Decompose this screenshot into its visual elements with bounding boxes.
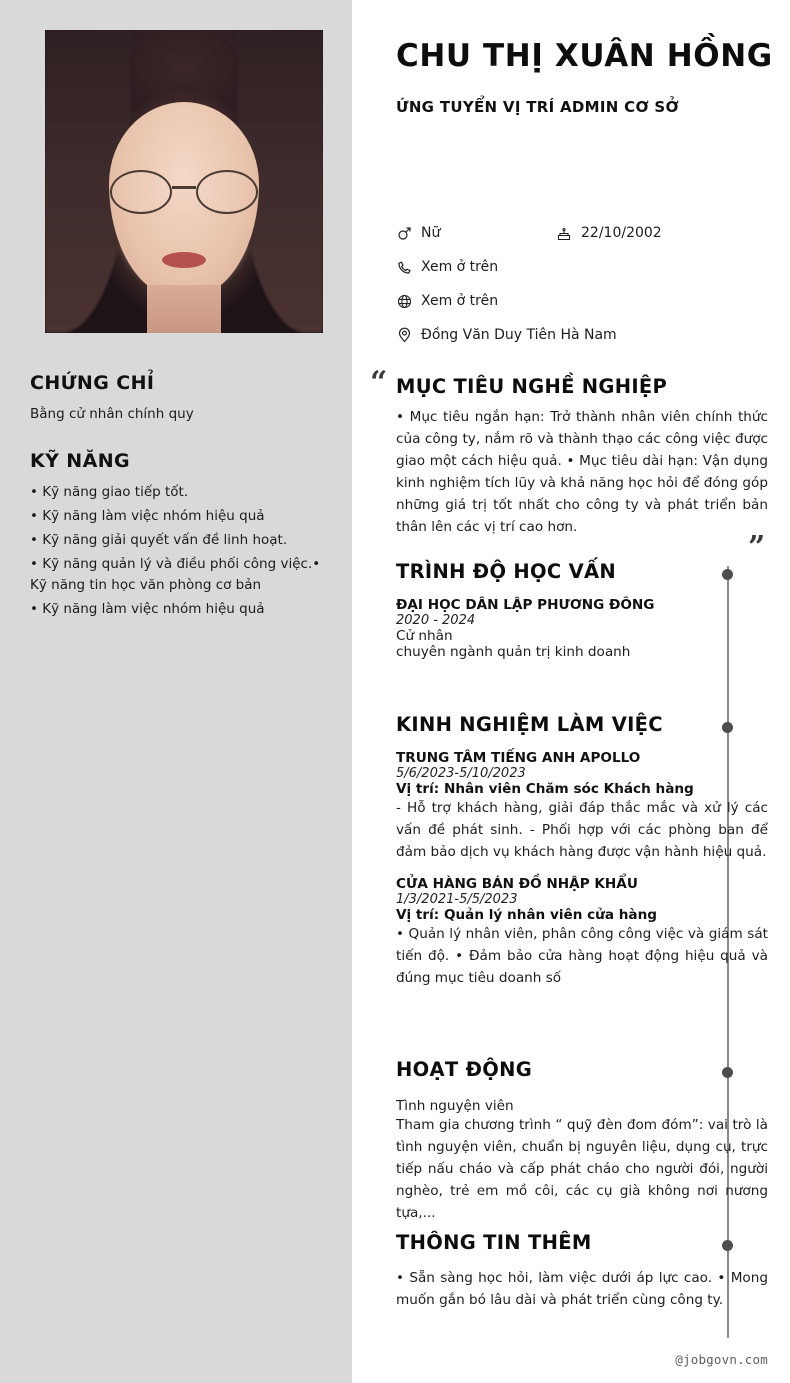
objective-title: MỤC TIÊU NGHỀ NGHIỆP: [396, 375, 668, 398]
job-target-title: ỨNG TUYỂN VỊ TRÍ ADMIN CƠ SỞ: [396, 98, 679, 116]
activities-description: Tham gia chương trình “ quỹ đèn đom đóm”: vai trò là tình nguyện viên, chuẩn bị nguyên liệu, dụng cụ, trực tiếp nấu cháo và cấp phát cháo cho người đói, người nghèo, trẻ em mồ côi, các cụ già không nơi nương tựa,...: [396, 1117, 768, 1222]
profile-photo: [45, 30, 323, 333]
address-value: Đồng Văn Duy Tiên Hà Nam: [421, 327, 617, 343]
experience-position: Vị trí: Nhân viên Chăm sóc Khách hàng: [396, 781, 694, 797]
additional-section: [396, 1231, 768, 1311]
contact-row: [396, 284, 776, 318]
contact-birthday: [556, 225, 662, 241]
lips: [162, 252, 206, 268]
contact-address: [396, 327, 617, 343]
quote-close-icon: ”: [748, 530, 766, 565]
additional-text: • Sẵn sàng học hỏi, làm việc dưới áp lực cao. • Mong muốn gắn bó lâu dài và phát triển cùng công ty.: [396, 1270, 768, 1309]
skills-title: KỸ NĂNG: [30, 450, 130, 472]
contact-row: [396, 318, 776, 352]
objective-text: • Mục tiêu ngắn hạn: Trở thành nhân viên chính thức của công ty, nắm rõ và thành thạo các công việc được giao một cách hiệu quả. • Mục tiêu dài hạn: Vận dụng kinh nghiệm tích lũy và khả năng học hỏi để đóng góp những giá trị tốt nhất cho công ty và phát triển bản thân lên các vị trí cao hơn.: [396, 409, 768, 536]
experience-dates: 1/3/2021-5/5/2023: [396, 892, 518, 908]
main-content: [352, 0, 790, 1383]
skill-item: • Kỹ năng giải quyết vấn đề linh hoạt.: [30, 531, 288, 548]
glasses-icon: [110, 170, 258, 214]
objective-section: [396, 375, 768, 538]
experience-description: • Quản lý nhân viên, phân công công việc và giám sát tiến độ. • Đảm bảo cửa hàng hoạt động hiệu quả và đúng mục tiêu doanh số: [396, 926, 768, 987]
experience-company: TRUNG TÂM TIẾNG ANH APOLLO: [396, 750, 641, 766]
birthday-value: 22/10/2002: [581, 225, 662, 241]
certificates-section: [30, 372, 330, 425]
skill-item: • Kỹ năng làm việc nhóm hiệu quả: [30, 600, 265, 617]
certificates-title: CHỨNG CHỈ: [30, 372, 155, 394]
education-dates: 2020 - 2024: [396, 613, 476, 628]
glasses-lens-right: [196, 170, 258, 214]
skills-section: [30, 450, 330, 623]
experience-position: Vị trí: Quản lý nhân viên cửa hàng: [396, 907, 658, 924]
gender-value: Nữ: [421, 225, 441, 241]
globe-icon: [396, 293, 412, 309]
contact-phone[interactable]: [396, 259, 498, 275]
additional-title: THÔNG TIN THÊM: [396, 1231, 592, 1254]
education-title: TRÌNH ĐỘ HỌC VẤN: [396, 560, 617, 583]
photo-image: [45, 30, 323, 333]
contact-email[interactable]: [396, 293, 498, 309]
glasses-lens-left: [110, 170, 172, 214]
contact-row: [396, 216, 776, 250]
contact-row: [396, 250, 776, 284]
page-title: CHU THỊ XUÂN HỒNG: [396, 38, 773, 74]
watermark: @jobgovn.com: [675, 1352, 768, 1367]
skill-item: • Kỹ năng quản lý và điều phối công việc.• Kỹ năng tin học văn phòng cơ bản: [30, 555, 321, 593]
cake-icon: [556, 225, 572, 241]
certificate-item: Bằng cử nhân chính quy: [30, 406, 194, 422]
quote-open-icon: “: [370, 365, 388, 400]
experience-title: KINH NGHIỆM LÀM VIỆC: [396, 713, 663, 736]
education-major: chuyên ngành quản trị kinh doanh: [396, 644, 631, 660]
skill-item: • Kỹ năng làm việc nhóm hiệu quả: [30, 507, 265, 524]
education-school: ĐẠI HỌC DÂN LẬP PHƯƠNG ĐÔNG: [396, 597, 655, 613]
gender-icon: [396, 225, 412, 241]
neck: [147, 285, 221, 333]
skill-item: • Kỹ năng giao tiếp tốt.: [30, 484, 189, 500]
left-sidebar: [0, 0, 352, 1383]
experience-description: - Hỗ trợ khách hàng, giải đáp thắc mắc và xử lý các vấn đề phát sinh. - Phối hợp với các phòng ban để đảm bảo dịch vụ khách hàng được vận hành hiệu quả.: [396, 800, 768, 861]
glasses-bridge: [172, 186, 196, 189]
email-value: Xem ở trên: [421, 293, 499, 309]
experience-section: [396, 713, 768, 989]
education-degree: Cử nhân: [396, 628, 453, 644]
activities-role: Tình nguyện viên: [396, 1098, 514, 1114]
activities-section: [396, 1058, 768, 1224]
phone-icon: [396, 259, 412, 275]
activities-title: HOẠT ĐỘNG: [396, 1058, 533, 1081]
phone-value: Xem ở trên: [421, 259, 499, 275]
location-pin-icon: [396, 327, 412, 343]
contact-gender: [396, 225, 556, 241]
experience-dates: 5/6/2023-5/10/2023: [396, 766, 526, 781]
experience-company: CỬA HÀNG BÁN ĐỒ NHẬP KHẨU: [396, 876, 638, 893]
education-section: [396, 560, 768, 660]
contact-info: [396, 216, 776, 352]
